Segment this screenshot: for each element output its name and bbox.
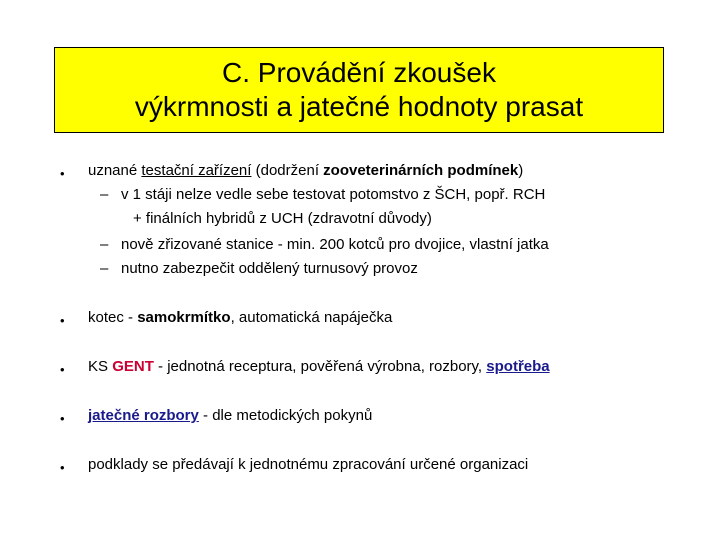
bullet-4-text — [88, 407, 372, 424]
sub-1-dash: – — [100, 186, 109, 203]
bullet-1-marker: • — [60, 166, 65, 181]
sub-3-text: nutno zabezpečit oddělený turnusový provoz — [121, 260, 418, 277]
spotreba-link[interactable]: spotřeba — [486, 358, 550, 375]
bullet-5-marker: • — [60, 460, 65, 475]
bullet-2-bold: samokrmítko — [137, 309, 231, 326]
bullet-2-marker: • — [60, 313, 65, 328]
sub-3-dash: – — [100, 260, 109, 277]
sub-2-dash: – — [100, 236, 109, 253]
gent-highlight: GENT — [112, 358, 154, 375]
slide-title-line-1: C. Provádění zkoušek — [222, 57, 496, 88]
bullet-1-bold: zooveterinárních podmínek — [323, 162, 519, 179]
bullet-2-text — [88, 309, 392, 326]
bullet-4-post: - dle metodických pokynů — [198, 407, 373, 424]
bullet-5-text: podklady se předávají k jednotnému zpracování určené organizaci — [88, 456, 529, 473]
sub-2-text: nově zřizované stanice - min. 200 kotců pro dvojice, vlastní jatka — [121, 236, 549, 253]
bullet-4-marker: • — [60, 411, 65, 426]
sub-1-text: v 1 stáji nelze vedle sebe testovat potomstvo z ŠCH, popř. RCH — [121, 186, 546, 203]
bullet-3-pre: KS — [88, 358, 113, 375]
bullet-3-mid: - jednotná receptura, pověřená výrobna, rozbory, — [153, 358, 487, 375]
slide-title — [54, 47, 664, 133]
sub-1-continuation: + finálních hybridů z UCH (zdravotní důvody) — [133, 210, 432, 227]
slide-title-line-2: výkrmnosti a jatečné hodnoty prasat — [134, 91, 584, 122]
bullet-1-post: ) — [518, 162, 524, 179]
jatecne-rozbory-link[interactable]: jatečné rozbory — [88, 407, 199, 424]
bullet-3-marker: • — [60, 362, 65, 377]
bullet-2-pre: kotec - — [88, 309, 138, 326]
bullet-2-post: , automatická napáječka — [230, 309, 393, 326]
bullet-1-pre: uznané — [88, 162, 142, 179]
bullet-1-mid: (dodržení — [251, 162, 324, 179]
bullet-3-text — [88, 358, 550, 375]
testaci-zarizeni-link[interactable]: testační zařízení — [141, 162, 252, 179]
bullet-1-text — [88, 162, 523, 179]
